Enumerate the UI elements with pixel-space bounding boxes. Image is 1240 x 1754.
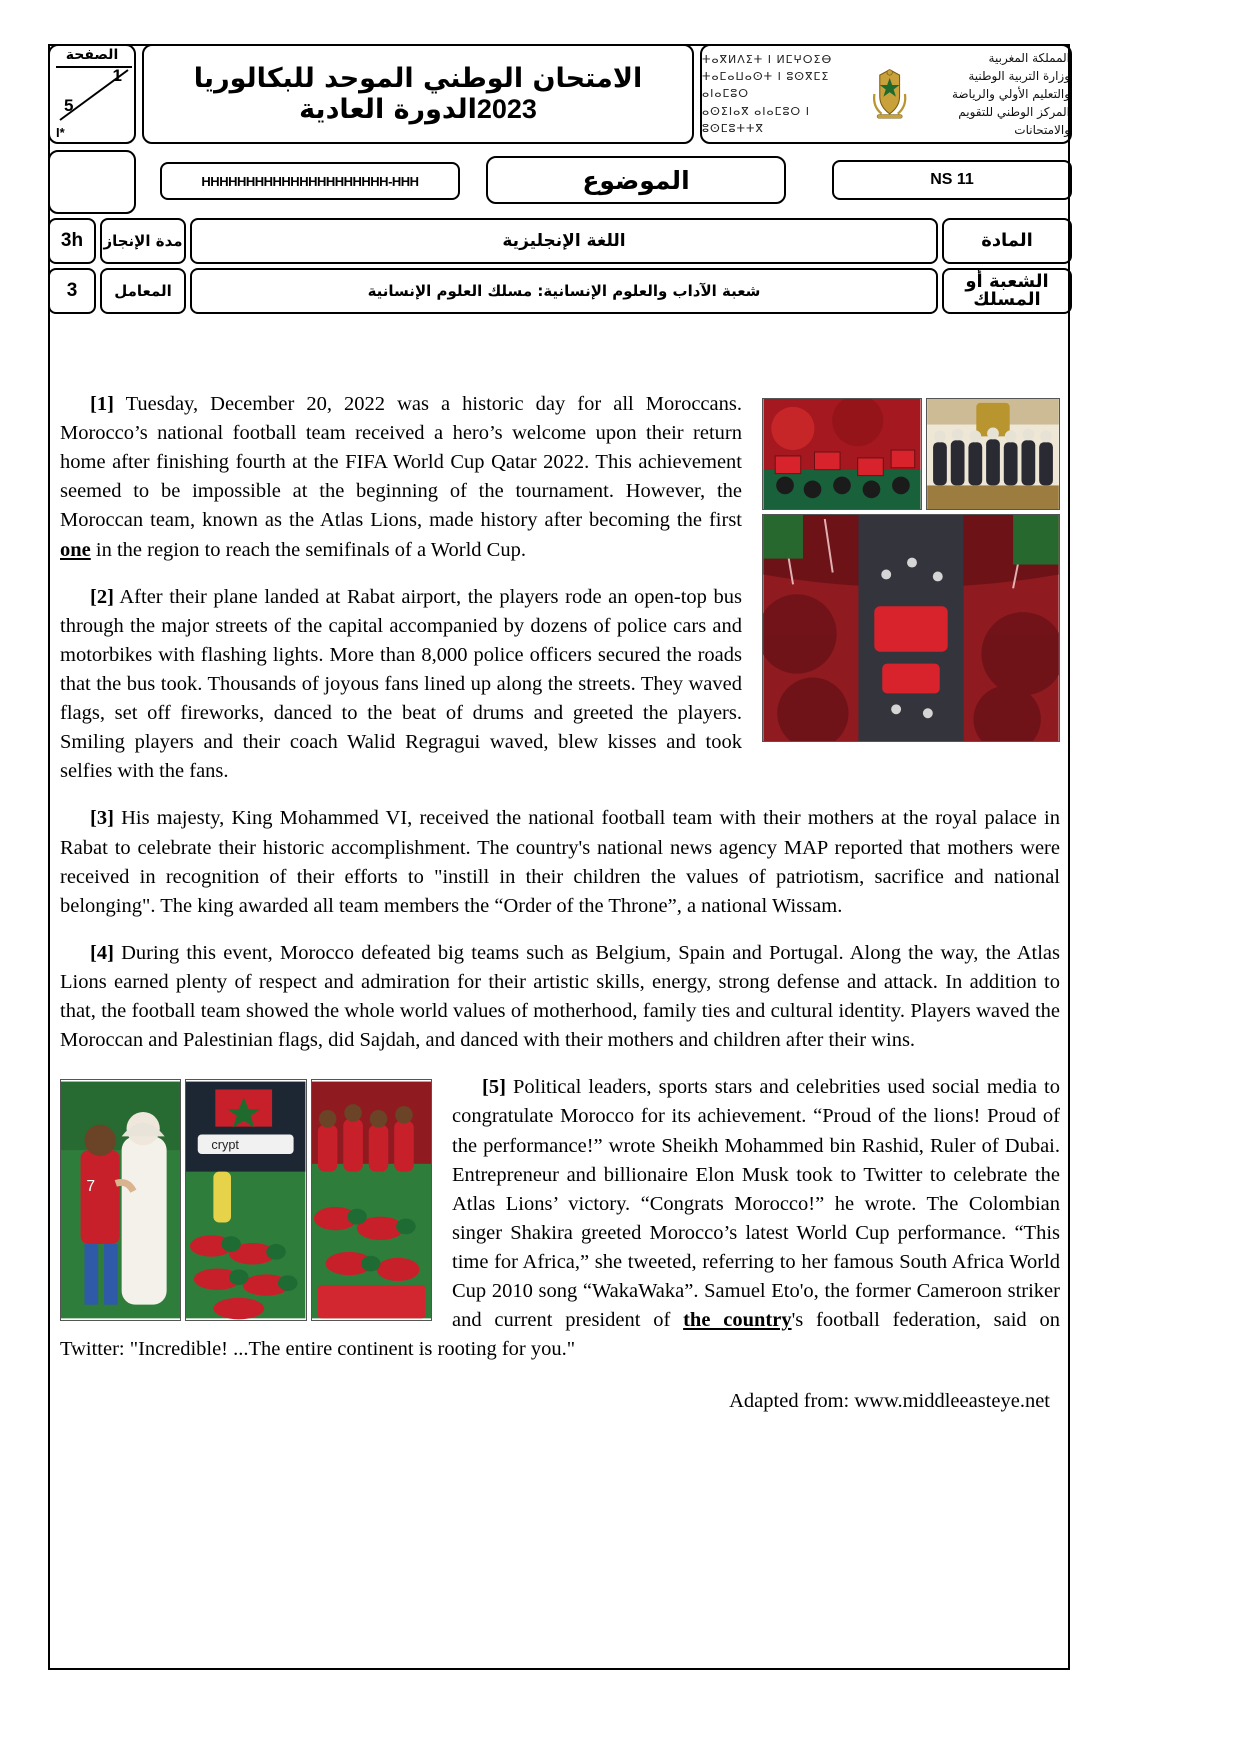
stream-value: شعبة الآداب والعلوم الإنسانية: مسلك العلوم الإنسانية — [190, 268, 938, 314]
coefficient-label: المعامل — [100, 268, 186, 314]
paragraph-2-text: After their plane landed at Rabat airport, the players rode an open-top bus through the major streets of the capital accompanied by dozens of police cars and motorbikes with flashing lights. More than 8,000 police officers secured the roads that the bus took. Thousands of joyous fans lined up along the streets. They waved flags, set off fireworks, danced to the beat of drums and greeted the players. Smiling players and their coach Walid Regragui waved, blew kisses and took selfies with the fans. — [60, 585, 742, 783]
material-value: اللغة الإنجليزية — [190, 218, 938, 264]
coefficient-value: 3 — [48, 268, 96, 314]
duration-value: 3h — [48, 218, 96, 264]
photo-team-celebration-collage — [762, 398, 1060, 742]
collage-top-row — [762, 398, 1060, 510]
paragraph-5-text-b: 's football federation, said on Twitter: "Incredible! ...The entire continent is rooting for you." — [60, 1309, 1060, 1361]
page-current: 1 — [112, 66, 122, 85]
exam-session: الدورة العادية — [299, 94, 477, 125]
ministry-line-4: المركز الوطني للتقويم والامتحانات — [958, 105, 1070, 137]
ministry-line-3: والتعليم الأولي والرياضة — [951, 87, 1070, 101]
svg-text:crypt: crypt — [211, 1137, 240, 1153]
paragraph-2-number: [2] — [90, 585, 114, 608]
photo-bus-parade-crowd — [762, 514, 1060, 742]
paragraph-5-text-a: Political leaders, sports stars and celebrities used social media to congratulate Morocco for its achievement. “Proud of the lions! Proud of the performance!” wrote Sheikh Mohammed bin Rashid, Ruler of Dubai. Entrepreneur and billionaire Elon Musk took to Twitter to celebrate the Atlas Lions’ victory. “Congrats Morocco!” he wrote. The Colombian singer Shakira greeted Morocco’s latest World Cup performance. “This time for Africa,” she tweeted, referring to her famous South Africa World Cup 2010 song “WakaWaka”. Samuel Eto'o, the former Cameroon striker and current president of — [452, 1076, 1060, 1332]
photo-players-celebrating-with-family — [311, 1079, 432, 1321]
paragraph-1-text-a: Tuesday, December 20, 2022 was a historic day for all Moroccans. Morocco’s national football team received a hero’s welcome upon their return home after finishing fourth at the FIFA World Cup Qatar 2022. This achievement seemed to be impossible at the beginning of the tournament. However, the Moroccan team, known as the Atlas Lions, made history after becoming the first — [60, 393, 742, 532]
photo-fans-with-flags — [762, 398, 922, 510]
photo-player-kissing-mother — [60, 1079, 181, 1321]
duration-label: مدة الإنجاز — [100, 218, 186, 264]
paragraph-1-number: [1] — [90, 393, 114, 415]
paragraph-3 — [60, 804, 1060, 920]
paragraph-1-underlined: one — [60, 538, 91, 561]
paragraph-3-text: His majesty, King Mohammed VI, received the national football team with their mothers at the royal palace in Rabat to celebrate their historic accomplishment. The country's national news agency MAP reported that mothers were received in recognition of their efforts to "instill in their children the values of patriotism, sacrifice and national belonging". The king awarded all team members the “Order of the Throne”, a national Wissam. — [60, 807, 1061, 917]
reading-passage — [60, 390, 1060, 1413]
paragraph-1-text-b: in the region to reach the semifinals of a World Cup. — [90, 538, 526, 561]
ministry-line-2: وزارة التربية الوطنية — [968, 69, 1070, 83]
barcode-box: HHHHHHHHHHHHHHHHHHHHH-HHH — [160, 162, 460, 200]
svg-text:7: 7 — [86, 1178, 96, 1196]
paragraph-4-number: [4] — [90, 941, 114, 964]
paragraph-3-number: [3] — [90, 807, 114, 830]
photo-team-sajdah-on-pitch — [185, 1079, 306, 1321]
paragraph-5-number: [5] — [482, 1076, 506, 1099]
tifinagh-line-1: ⵜⴰⴳⵍⴷⵉⵜ ⵏ ⵍⵎⵖⵔⵉⴱ — [702, 53, 833, 67]
tifinagh-line-2: ⵜⴰⵎⴰⵡⴰⵙⵜ ⵏ ⵓⵙⴳⵎⵉ ⴰⵏⴰⵎⵓⵔ — [702, 70, 830, 101]
paragraph-4 — [60, 939, 1060, 1055]
paragraph-4-text: During this event, Morocco defeated big teams such as Belgium, Spain and Portugal. Along the way, the Atlas Lions earned plenty of respect and admiration for their artistic skills, energy, strong defense and attack. In addition to that, the football team showed the whole world values of motherhood, family ties and cultural identity. Players waved the Moroccan and Palestinian flags, did Sajdah, and danced with their mothers and children after their wins. — [60, 941, 1061, 1052]
page-star: I* — [56, 125, 65, 140]
ministry-line-1: المملكة المغربية — [988, 51, 1070, 65]
page-label: الصفحة — [65, 47, 119, 63]
photo-royal-palace-reception — [926, 398, 1060, 510]
source-credit: Adapted from: www.middleeasteye.net — [729, 1390, 1050, 1413]
paragraph-5-underlined: the country — [683, 1309, 792, 1332]
ns-code-box: NS 11 — [832, 160, 1072, 200]
material-label: المادة — [942, 218, 1072, 264]
collage-bottom-row — [60, 1079, 432, 1321]
tifinagh-line-3: ⴰⵙⵉⵏⴰⴳ ⴰⵏⴰⵎⵓⵔ ⵏ ⵓⵙⵎⵓⵜⵜⴳ — [702, 104, 810, 135]
exam-title-line1: الامتحان الوطني الموحد للبكالوريا — [193, 62, 643, 94]
page-total: 5 — [64, 96, 74, 115]
stream-label: الشعبة أو المسلك — [942, 268, 1072, 314]
exam-year: 2023 — [476, 94, 537, 124]
photo-players-mothers-sajdah-collage — [60, 1079, 432, 1321]
subject-box: الموضوع — [486, 156, 786, 204]
